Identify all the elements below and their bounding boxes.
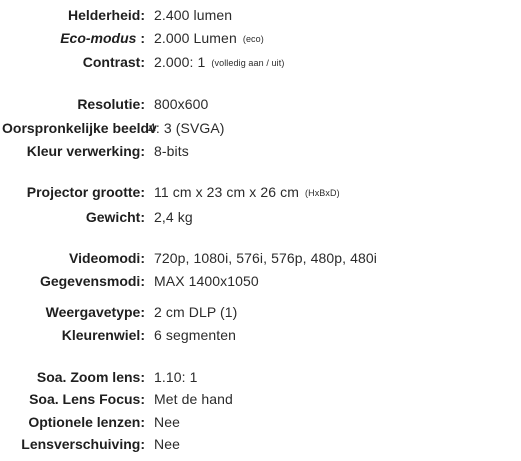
spec-value: 720p, 1080i, 576i, 576p, 480p, 480i xyxy=(154,250,378,266)
spec-label: Kleur verwerking xyxy=(26,143,141,159)
spec-value: 11 cm x 23 cm x 26 cm xyxy=(154,184,299,200)
spec-value: Nee xyxy=(154,414,180,430)
spec-note: (volledig aan / uit) xyxy=(211,58,285,68)
spec-note: (eco) xyxy=(242,34,264,44)
spec-label: Optionele lenzen xyxy=(28,414,141,430)
spec-row-zoom-lens: Soa. Zoom lens: 1.10: 1 xyxy=(36,369,198,385)
spec-label: Projector grootte xyxy=(26,184,141,200)
spec-label: Soa. Lens Focus xyxy=(29,391,141,407)
spec-label: Contrast xyxy=(82,54,141,70)
spec-label: Weergavetype xyxy=(45,304,141,320)
spec-row-contrast: Contrast: 2.000: 1 (volledig aan / uit) xyxy=(82,54,285,70)
spec-row-lensverschuiving: Lensverschuiving: Nee xyxy=(21,436,180,452)
spec-row-lens-focus: Soa. Lens Focus: Met de hand xyxy=(29,391,233,407)
spec-row-kleurenwiel: Kleurenwiel: 6 segmenten xyxy=(61,327,237,343)
spec-label: Eco-modus xyxy=(60,30,137,46)
spec-row-resolutie: Resolutie: 800x600 xyxy=(77,96,209,112)
spec-row-projector-grootte: Projector grootte: 11 cm x 23 cm x 26 cm (HxBxD) xyxy=(26,184,340,200)
spec-value: Met de hand xyxy=(154,391,233,407)
spec-value: 2.400 lumen xyxy=(154,7,233,23)
spec-row-gegevensmodi: Gegevensmodi: MAX 1400x1050 xyxy=(39,273,259,289)
spec-value: 8-bits xyxy=(154,143,189,159)
spec-value: 800x600 xyxy=(154,96,209,112)
spec-row-videomodi: Videomodi: 720p, 1080i, 576i, 576p, 480p, 480i xyxy=(69,250,378,266)
spec-label: Videomodi xyxy=(69,250,141,266)
spec-label: Gegevensmodi xyxy=(39,273,141,289)
spec-row-eco-modus: Eco-modus : 2.000 Lumen (eco) xyxy=(60,30,264,46)
spec-row-beeldverhouding xyxy=(0,117,521,139)
spec-value: 2,4 kg xyxy=(154,209,193,225)
spec-label: Oorspronkelijke beeldv xyxy=(2,120,157,136)
spec-row-optionele-lenzen: Optionele lenzen: Nee xyxy=(28,414,180,430)
spec-row-helderheid: Helderheid: 2.400 lumen xyxy=(67,7,233,23)
spec-value: 2.000: 1 xyxy=(154,54,206,70)
spec-row-gewicht: Gewicht: 2,4 kg xyxy=(85,209,193,225)
spec-value: MAX 1400x1050 xyxy=(154,273,259,289)
spec-note: (HxBxD) xyxy=(305,188,340,198)
spec-label: Kleurenwiel xyxy=(61,327,141,343)
spec-label: Lensverschuiving xyxy=(21,436,141,452)
spec-value: 1.10: 1 xyxy=(154,369,198,385)
spec-label: Resolutie xyxy=(77,96,141,112)
spec-value: 2.000 Lumen xyxy=(154,30,237,46)
spec-value: 2 cm DLP (1) xyxy=(154,304,238,320)
spec-value: 6 segmenten xyxy=(154,327,237,343)
spec-label: Helderheid xyxy=(67,7,141,23)
spec-value: Nee xyxy=(154,436,180,452)
spec-value: 4: 3 (SVGA) xyxy=(148,120,225,136)
spec-label: Gewicht xyxy=(85,209,141,225)
spec-row-weergavetype: Weergavetype: 2 cm DLP (1) xyxy=(45,304,238,320)
spec-label: Soa. Zoom lens xyxy=(36,369,141,385)
spec-row-kleur-verwerking: Kleur verwerking: 8-bits xyxy=(26,143,189,159)
